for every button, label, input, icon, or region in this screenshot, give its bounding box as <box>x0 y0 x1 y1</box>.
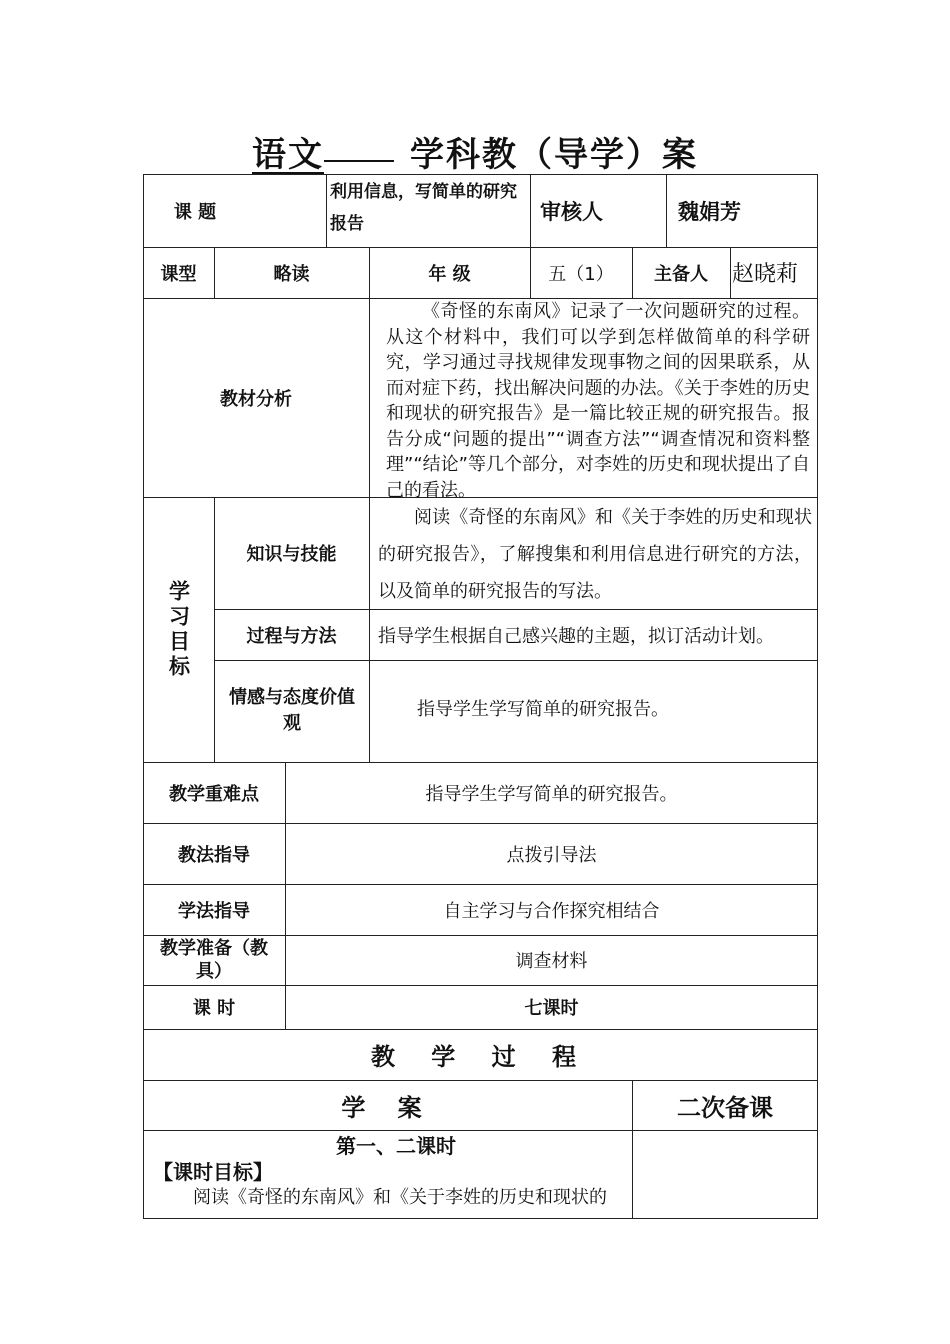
prep-label-cell <box>150 935 278 985</box>
type-value: 略读 <box>273 263 310 285</box>
plan-label: 学 案 <box>341 1093 434 1122</box>
knowledge-label: 知识与技能 <box>246 544 337 565</box>
goal-label: 【课时目标】 <box>153 1160 273 1184</box>
topic-cell <box>330 174 528 247</box>
learn-label: 学法指导 <box>178 900 250 922</box>
analysis-text: 《奇怪的东南风》记录了一次问题研究的过程。从这个材料中，我们可以学到怎样做简单的科学研究，学习通过寻找规律发现事物之间的因果联系，从而对症下药，找出解决问题的办法。《关于李姓的历史和现状的研究报告》是一篇比较正规的研究报告。报告分成“问题的提出”“调查方法”“调查情况和资料整理”“结论”等几个部分，对李姓的历史和现状提出了自己的看法。 <box>386 301 810 501</box>
key-label: 教学重难点 <box>169 783 259 805</box>
grade-value: 五（1） <box>548 263 614 285</box>
prep-label: 教学准备（教具） <box>160 938 268 982</box>
analysis-label-text: 教材分析 <box>220 388 292 410</box>
goal-text: 阅读《奇怪的东南风》和《关于李姓的历史和现状的 <box>193 1187 607 1208</box>
teach-value: 点拨引导法 <box>506 844 597 866</box>
key-value: 指导学生学写简单的研究报告。 <box>425 783 678 805</box>
process-label: 过程与方法 <box>246 625 337 647</box>
col-rule <box>369 247 370 762</box>
objectives-label: 学习目标 <box>166 579 191 680</box>
topic-label: 课 题 <box>173 201 217 223</box>
preparer-value: 赵晓莉 <box>732 262 799 287</box>
preparer-label: 主备人 <box>654 263 708 285</box>
reviewer-label: 审核人 <box>540 199 603 224</box>
topic-value: 利用信息，写简单的研究报告 <box>330 182 517 234</box>
col-rule <box>326 174 327 247</box>
reviewer-value: 魏娟芳 <box>678 199 741 224</box>
hours-value: 七课时 <box>524 998 579 1019</box>
hours-label: 课 时 <box>192 998 236 1019</box>
knowledge-text: 阅读《奇怪的东南风》和《关于李姓的历史和现状的研究报告》，了解搜集和利用信息进行研究的方法，以及简单的研究报告的写法。 <box>378 507 812 602</box>
process-heading: 教 学 过 程 <box>370 1043 591 1071</box>
objectives-label-cell <box>143 497 214 762</box>
prep-value: 调查材料 <box>515 951 588 972</box>
session-title: 第一、二课时 <box>336 1133 456 1158</box>
emotion-label-cell <box>228 660 356 762</box>
emotion-label: 情感与态度价值观 <box>229 687 355 734</box>
learn-value: 自主学习与合作探究相结合 <box>443 900 660 922</box>
process-text: 指导学生根据自己感兴趣的主题，拟订活动计划。 <box>378 625 774 647</box>
emotion-text: 指导学生学写简单的研究报告。 <box>417 698 669 720</box>
title-blank <box>324 159 394 162</box>
subject-name: 语文 <box>252 135 324 175</box>
analysis-label <box>143 298 369 497</box>
second-prep-label: 二次备课 <box>677 1093 773 1122</box>
grade-label: 年 级 <box>428 263 471 285</box>
teach-label: 教法指导 <box>178 844 250 866</box>
page-title <box>0 127 950 176</box>
title-rest: 学科教（导学）案 <box>410 135 698 175</box>
type-label: 课型 <box>160 263 197 285</box>
